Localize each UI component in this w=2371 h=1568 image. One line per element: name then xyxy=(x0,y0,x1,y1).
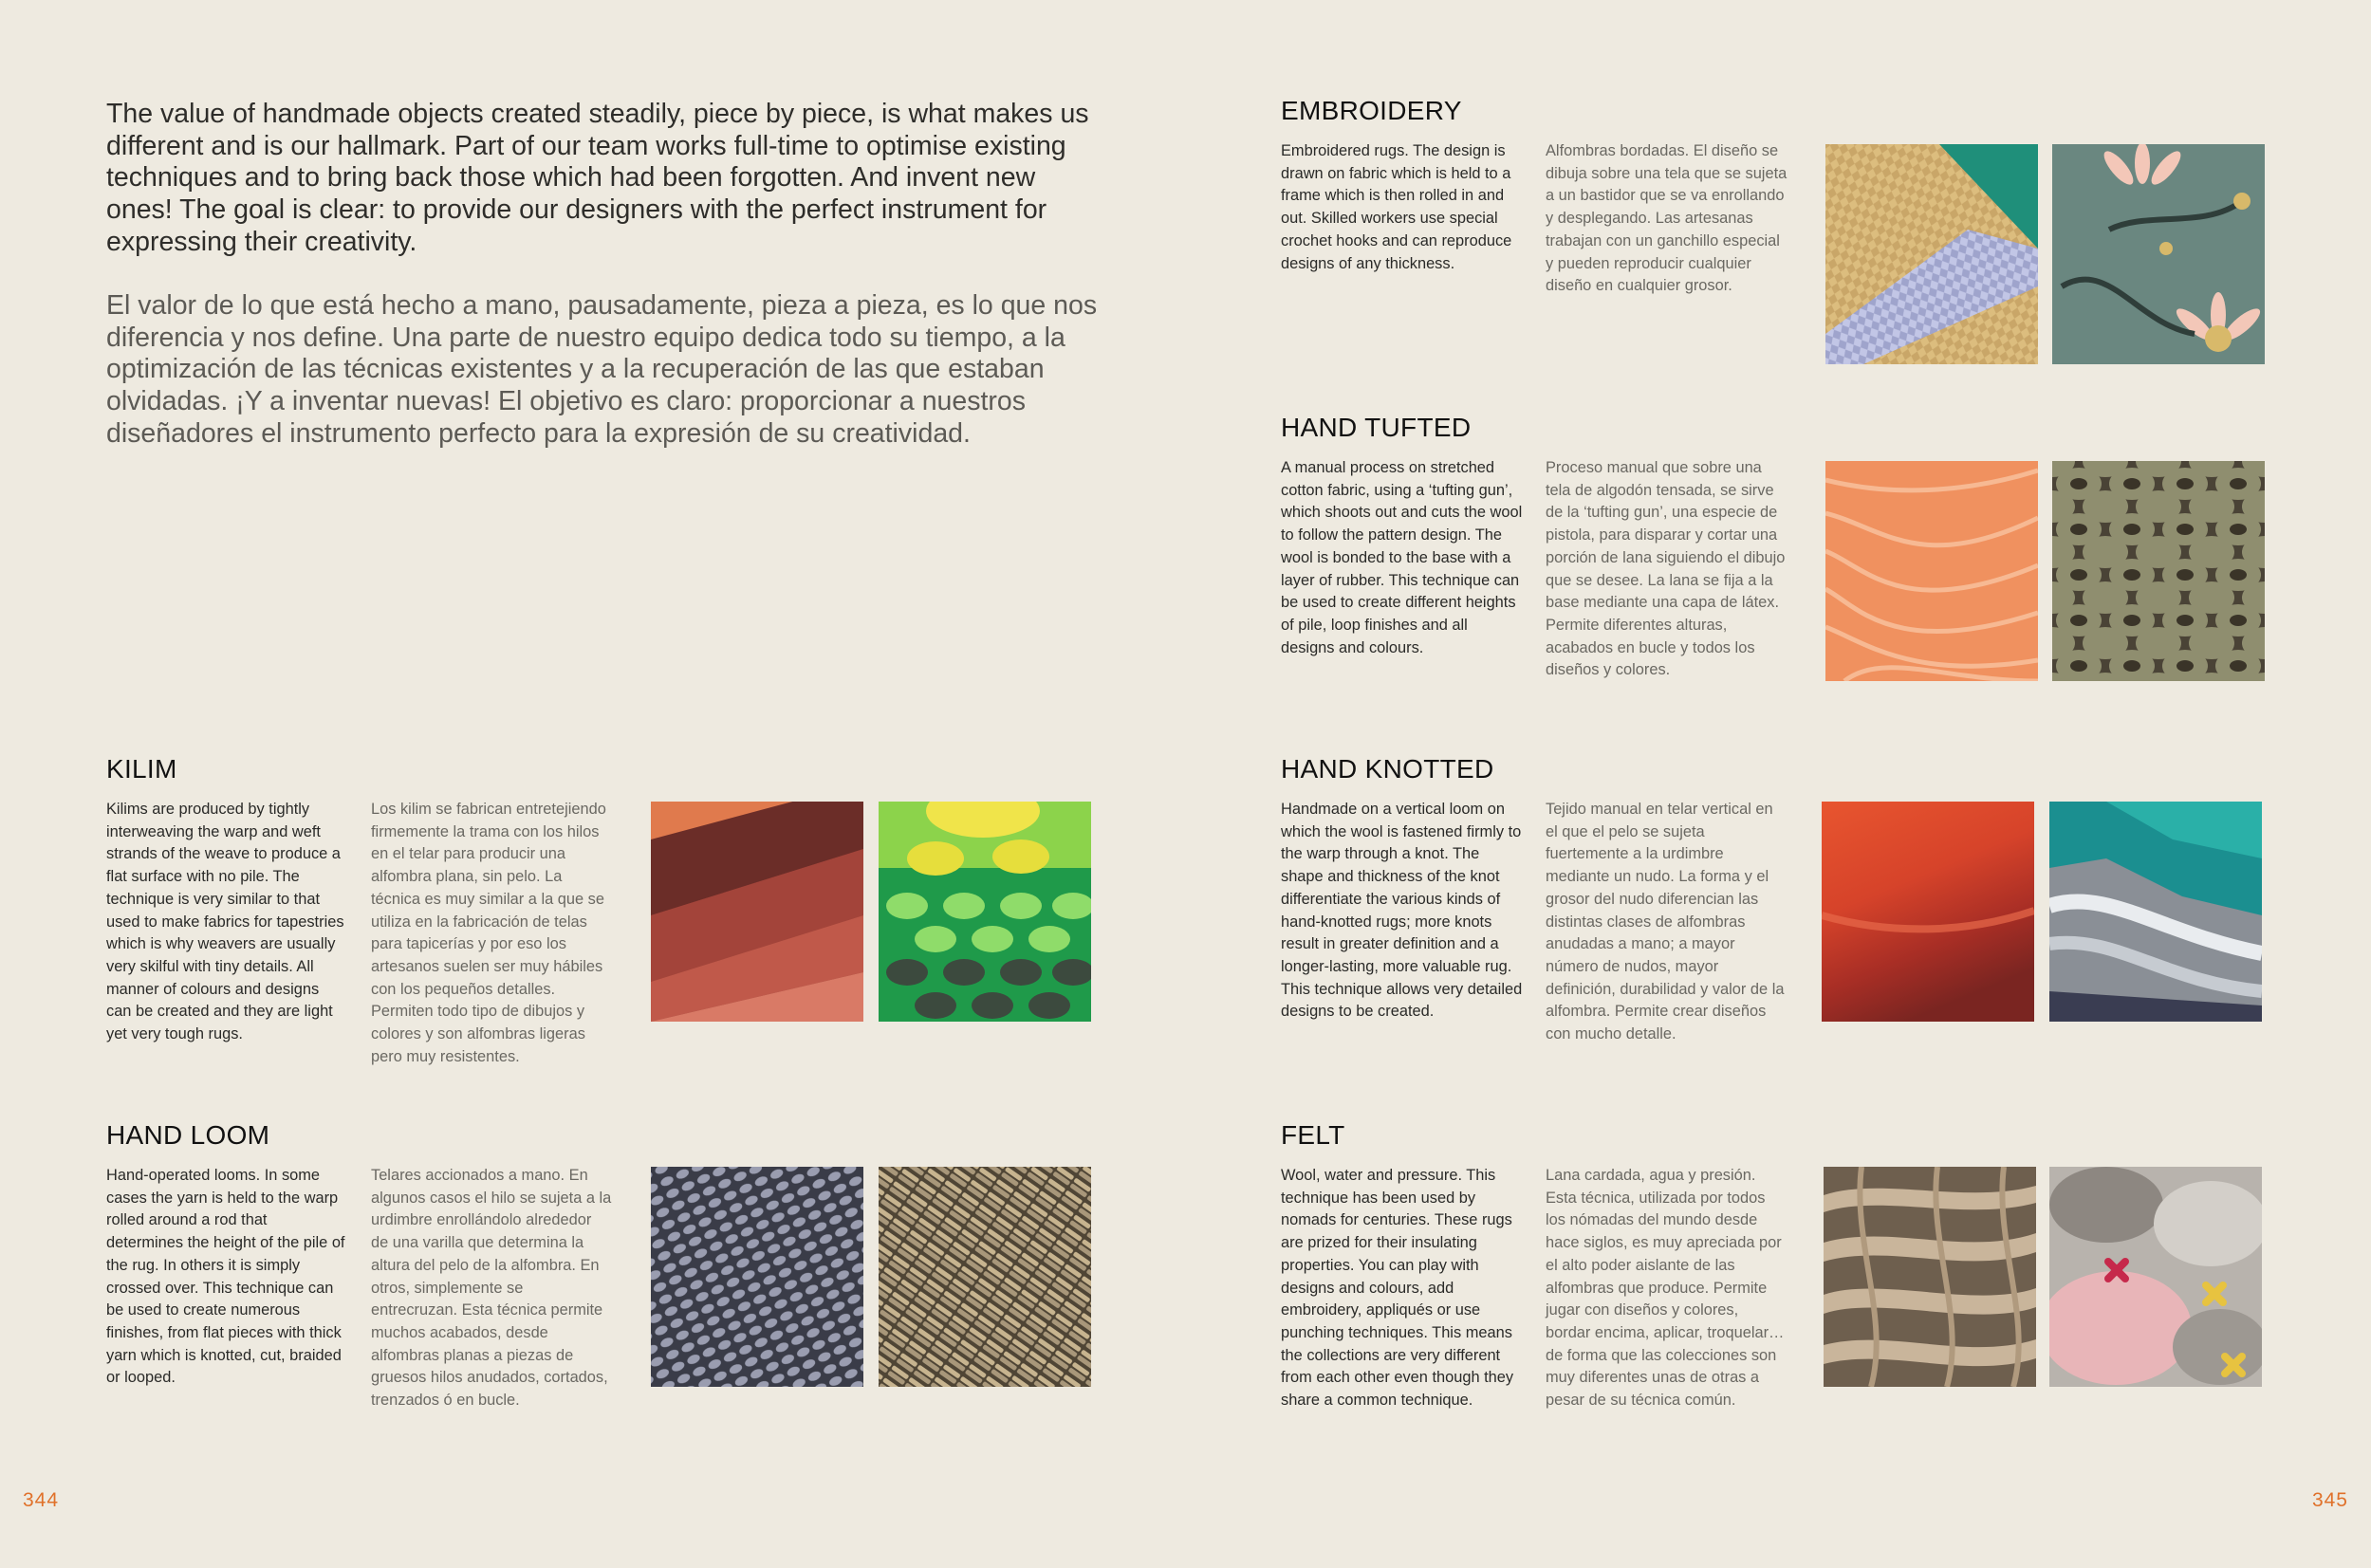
section-title: HAND LOOM xyxy=(106,1120,270,1150)
swatch-embroidery-floral xyxy=(2052,144,2265,364)
swatch-felt-strips xyxy=(1824,1167,2036,1387)
swatch-kilim-stripes xyxy=(651,802,863,1022)
swatch-hand-loom-grey xyxy=(651,1167,863,1387)
text-english: A manual process on stretched cotton fabric, using a ‘tufting gun’, which shoots out and cuts the wool to follow the pattern design. The wool is bonded to the base with a layer of rubber. This technique can be used to create different heights of pile, loop finishes and all designs and colours. xyxy=(1281,459,1523,656)
swatch-hand-knotted-red xyxy=(1822,802,2034,1022)
section-title: KILIM xyxy=(106,754,177,784)
text-english: Kilims are produced by tightly interweaving the warp and weft strands of the weave to produce a flat surface with no pile. The technique is very similar to that used to make fabrics for tapestries which is why weavers are usually very skilful with tiny details. All manner of colours and designs can be created and they are light yet very tough rugs. xyxy=(106,801,344,1043)
text-spanish: Alfombras bordadas. El diseño se dibuja sobre una tela que se sujeta a un bastidor que se va enrollando y desplegando. Las artesanas trabajan con un ganchillo especial y pueden reproducir cualquier diseño en cualquier grosor. xyxy=(1546,142,1788,295)
text-spanish: Proceso manual que sobre una tela de algodón tensada, se sirve de la ‘tufting gun’, una especie de pistola, para disparar y cortar una porción de lana siguiendo el dibujo que se desee. La lana se fija a la base mediante una capa de látex. Permite diferentes alturas, acabados en bucle y todos los diseños y colores. xyxy=(1546,459,1786,679)
section-title: HAND TUFTED xyxy=(1281,413,1472,442)
swatch-hand-tufted-loops xyxy=(2052,461,2265,681)
swatch-hand-loom-beige xyxy=(879,1167,1091,1387)
section-title: HAND KNOTTED xyxy=(1281,754,1494,784)
text-english: Wool, water and pressure. This technique has been used by nomads for centuries. These rugs are prized for their insulating properties. You can play with designs and colours, add embroidery, appliqués or use punching techniques. This means the collections are very different from each other even though they share a common technique. xyxy=(1281,1167,1514,1410)
intro-spanish: El valor de lo que está hecho a mano, pausadamente, pieza a pieza, es lo que nos diferencia y nos define. Una parte de nuestro equipo dedica todo su tiempo, a la optimización de las técnicas existentes y a la recuperación de las que estaban olvidadas. ¡Y a inventar nuevas! El objetivo es claro: proporcionar a nuestros diseñadores el instrumento perfecto para la expresión de su creatividad. xyxy=(106,290,1098,449)
section-title: FELT xyxy=(1281,1120,1345,1150)
page-number-left: 344 xyxy=(23,1489,60,1511)
intro-english: The value of handmade objects created steadily, piece by piece, is what makes us different and is our hallmark. Part of our team works full-time to optimise existing techniques and to bring back those which had been forgotten. And invent new ones! The goal is clear: to provide our designers with the perfect instrument for expressing their creativity. xyxy=(106,99,1089,257)
text-spanish: Tejido manual en telar vertical en el que el pelo se sujeta fuertemente a la urdimbre mediante un nudo. La forma y el grosor del nudo diferencian las distintas clases de alfombras anudadas a mano; a mayor número de nudos, mayor definición, durabilidad y valor de la alfombra. Permite crear diseños con mucho detalle. xyxy=(1546,801,1785,1043)
text-english: Embroidered rugs. The design is drawn on fabric which is held to a frame which is then rolled in and out. Skilled workers use special crochet hooks and can reproduce designs of any thickness. xyxy=(1281,142,1512,272)
swatch-kilim-scales xyxy=(879,802,1091,1022)
page-number-right: 345 xyxy=(2311,1489,2348,1511)
text-spanish: Lana cardada, agua y presión. Esta técnica, utilizada por todos los nómadas del mundo desde hace siglos, es muy apreciada por el alto poder aislante de las alfombras que produce. Permite jugar con diseños y colores, bordar encima, aplicar, troquelar… de forma que las colecciones son muy diferentes unas de otras a pesar de su técnica común. xyxy=(1546,1167,1785,1410)
text-spanish: Telares accionados a mano. En algunos casos el hilo se sujeta a la urdimbre enrollándolo alrededor de una varilla que determina la altura del pelo de la alfombra. En otros, simplemente se entrecruzan. Esta técnica permite muchos acabados, desde alfombras planas a piezas de gruesos hilos anudados, cortados, trenzados ó en bucle. xyxy=(371,1167,612,1410)
text-english: Hand-operated looms. In some cases the yarn is held to the warp rolled around a rod that determines the height of the pile of the rug. In others it is simply crossed over. This technique can be used to create numerous finishes, from flat pieces with thick yarn which is knotted, cut, braided or looped. xyxy=(106,1167,345,1387)
section-title: EMBROIDERY xyxy=(1281,96,1462,125)
swatch-hand-tufted-waves xyxy=(1825,461,2038,681)
swatch-felt-crosses xyxy=(2049,1167,2262,1387)
text-english: Handmade on a vertical loom on which the wool is fastened firmly to the warp through a knot. The shape and thickness of the knot differentiate the various kinds of hand-knotted rugs; more knots result in greater definition and a longer-lasting, more valuable rug. This technique allows very detailed designs to be created. xyxy=(1281,801,1523,1021)
swatch-embroidery-crochet xyxy=(1825,144,2038,364)
swatch-hand-knotted-teal xyxy=(2049,802,2262,1022)
text-spanish: Los kilim se fabrican entretejiendo firmemente la trama con los hilos en el telar para producir una alfombra plana, sin pelo. La técnica es muy similar a la que se utiliza en la fabricación de telas para tapicerías y por eso los artesanos suelen ser muy hábiles con los pequeños detalles. Permiten todo tipo de dibujos y colores y son alfombras ligeras pero muy resistentes. xyxy=(371,801,606,1065)
